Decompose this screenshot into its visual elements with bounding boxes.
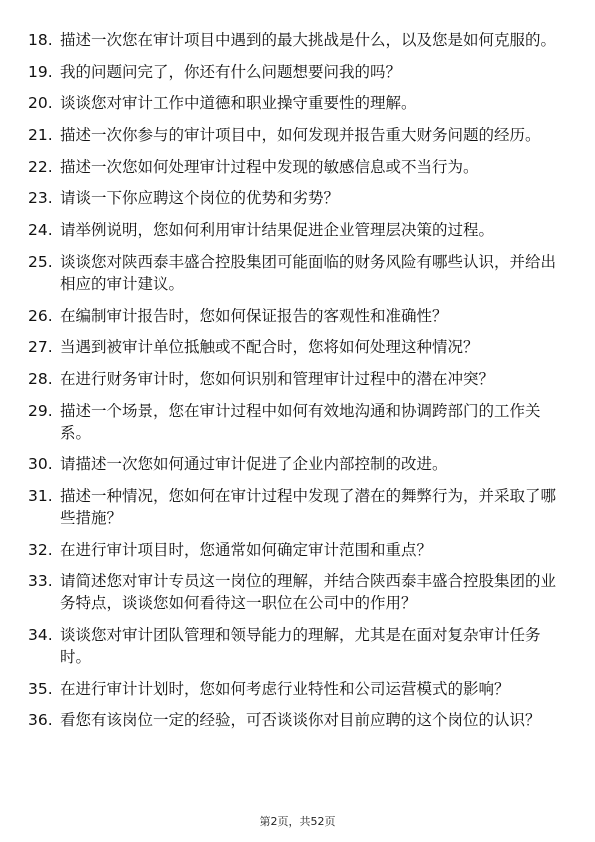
page-number-footer: 第2页，共52页 (259, 815, 336, 828)
question-text: 请描述一次您如何通过审计促进了企业内部控制的改进。 (60, 455, 448, 474)
question-text: 谈谈您对审计团队管理和领导能力的理解，尤其是在面对复杂审计任务时。 (60, 626, 541, 666)
question-text: 描述一次您在审计项目中遇到的最大挑战是什么，以及您是如何克服的。 (60, 31, 557, 49)
question-number: 20. (28, 94, 53, 113)
question-item (28, 400, 558, 444)
question-number: 36. (28, 711, 53, 730)
question-text: 请谈一下你应聘这个岗位的优势和劣势？ (60, 189, 340, 208)
question-text: 描述一个场景，您在审计过程中如何有效地沟通和协调跨部门的工作关系。 (60, 401, 541, 442)
question-text: 在编制审计报告时，您如何保证报告的客观性和准确性？ (60, 306, 448, 325)
question-item (28, 539, 558, 561)
question-item (28, 61, 558, 83)
question-item (28, 336, 558, 358)
question-number: 28. (28, 369, 53, 388)
question-text: 我的问题问完了，你还有什么问题想要问我的吗？ (60, 62, 402, 81)
question-number: 25. (28, 252, 53, 271)
question-text: 描述一次您如何处理审计过程中发现的敏感信息或不当行为。 (60, 157, 479, 176)
question-number: 18. (28, 31, 53, 49)
question-item (28, 124, 558, 146)
question-number: 22. (28, 157, 53, 176)
question-item (28, 570, 558, 614)
question-number: 29. (28, 401, 53, 420)
question-number: 23. (28, 189, 53, 208)
question-item (28, 92, 558, 114)
question-text: 描述一次你参与的审计项目中，如何发现并报告重大财务问题的经历。 (60, 126, 541, 145)
question-number: 34. (28, 626, 53, 644)
question-list (28, 29, 558, 741)
question-item (28, 709, 558, 731)
question-text: 在进行财务审计时，您如何识别和管理审计过程中的潜在冲突？ (60, 369, 495, 388)
question-item (28, 678, 558, 700)
question-item (28, 251, 558, 295)
question-text: 看您有该岗位一定的经验，可否谈谈你对目前应聘的这个岗位的认识？ (60, 711, 541, 730)
question-text: 当遇到被审计单位抵触或不配合时，您将如何处理这种情况？ (60, 338, 479, 357)
question-text: 请简述您对审计专员这一岗位的理解，并结合陕西泰丰盛合控股集团的业务特点，谈谈您如何看待这一职位在公司中的作用？ (60, 572, 557, 613)
question-text: 谈谈您对审计工作中道德和职业操守重要性的理解。 (60, 94, 417, 113)
question-text: 谈谈您对陕西泰丰盛合控股集团可能面临的财务风险有哪些认识，并给出相应的审计建议。 (60, 252, 557, 293)
question-text: 描述一种情况，您如何在审计过程中发现了潜在的舞弊行为，并采取了哪些措施？ (60, 486, 557, 527)
question-text: 请举例说明，您如何利用审计结果促进企业管理层决策的过程。 (60, 221, 495, 240)
question-number: 32. (28, 540, 53, 559)
question-item (28, 29, 558, 51)
question-number: 26. (28, 306, 53, 325)
question-item (28, 624, 558, 668)
question-item (28, 453, 558, 475)
question-item (28, 187, 558, 209)
question-number: 31. (28, 486, 53, 505)
question-text: 在进行审计计划时，您如何考虑行业特性和公司运营模式的影响？ (60, 679, 510, 698)
question-number: 33. (28, 572, 53, 591)
question-number: 35. (28, 679, 53, 698)
question-number: 19. (28, 62, 53, 81)
question-item (28, 305, 558, 327)
question-number: 27. (28, 338, 53, 357)
question-number: 30. (28, 455, 53, 474)
question-text: 在进行审计项目时，您通常如何确定审计范围和重点？ (60, 540, 433, 559)
question-item (28, 368, 558, 390)
question-number: 21. (28, 126, 53, 145)
question-number: 24. (28, 221, 53, 240)
question-item (28, 219, 558, 241)
question-item (28, 156, 558, 178)
question-item (28, 485, 558, 529)
